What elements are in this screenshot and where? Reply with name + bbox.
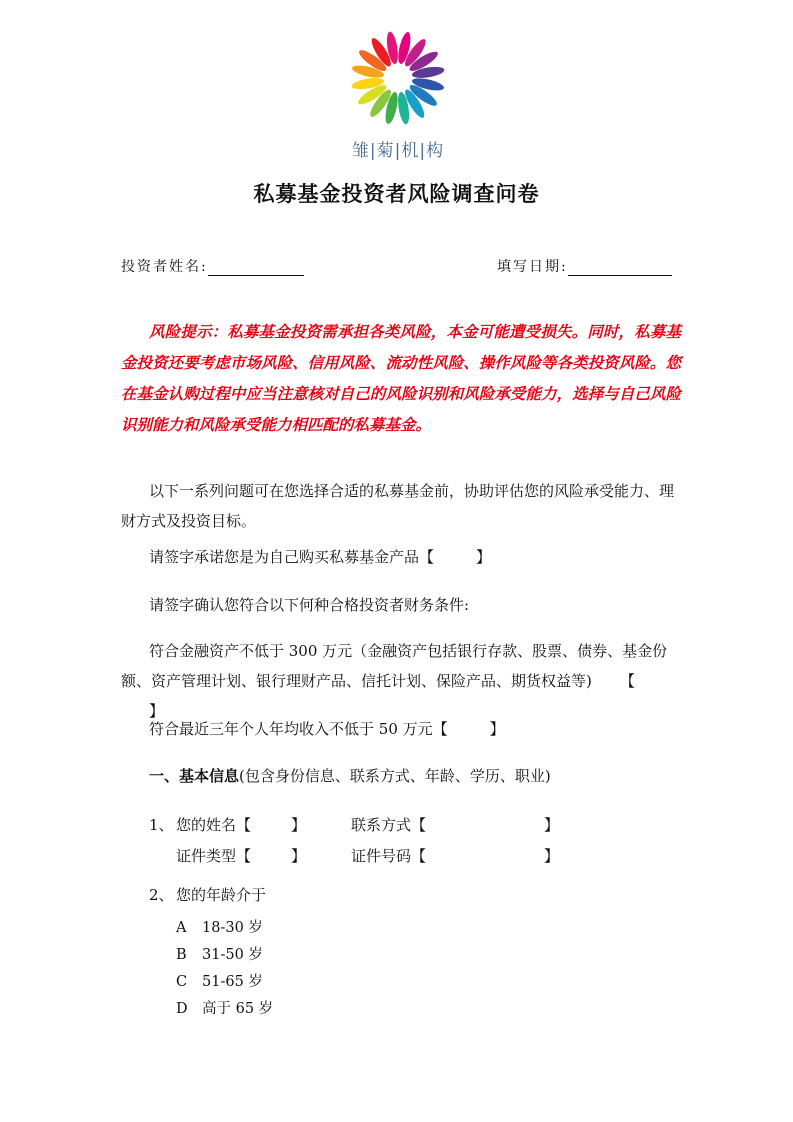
income-condition	[149, 714, 505, 744]
bracket-open: 【	[419, 548, 435, 566]
asset-condition	[121, 636, 681, 726]
option-text: 高于 65 岁	[202, 1001, 274, 1017]
bracket-open: 【	[236, 816, 252, 834]
bracket-open: 【	[432, 720, 448, 738]
option-letter: D	[176, 1001, 188, 1017]
option-letter: C	[176, 974, 188, 990]
section-number: 一、	[149, 767, 180, 785]
bracket-close: 】	[291, 816, 307, 834]
q1-id-number	[351, 845, 559, 866]
daisy-logo-icon	[348, 28, 448, 128]
bracket-close: 】	[544, 816, 560, 834]
option-text: 51-65 岁	[202, 974, 263, 990]
investor-name-label: 投资者姓名:	[121, 259, 208, 275]
q2-number: 2、	[149, 886, 174, 904]
page-title: 私募基金投资者风险调查问卷	[253, 181, 540, 206]
bracket-open: 【	[411, 847, 427, 865]
contact-label: 联系方式	[351, 816, 412, 834]
id-number-label: 证件号码	[351, 847, 412, 865]
q1-name	[176, 814, 306, 835]
name-label: 您的姓名	[176, 816, 237, 834]
option-letter: B	[176, 947, 187, 963]
option-b[interactable]	[176, 943, 263, 964]
asset-condition-text: 符合金融资产不低于 300 万元（金融资产包括银行存款、股票、债券、基金份额、资产管理计划、银行理财产品、信托计划、保险产品、期货权益等)	[121, 642, 668, 690]
option-d[interactable]	[176, 997, 273, 1018]
brand-name: 雏|菊|机|构	[351, 141, 445, 161]
bracket-close: 】	[149, 702, 165, 720]
option-text: 18-30 岁	[202, 920, 263, 936]
income-condition-text: 符合最近三年个人年均收入不低于 50 万元	[149, 720, 433, 738]
option-c[interactable]	[176, 970, 263, 991]
bracket-close: 】	[489, 720, 505, 738]
q1-id-type	[176, 845, 306, 866]
option-letter: A	[176, 920, 187, 936]
risk-warning: 风险提示：私募基金投资需承担各类风险，本金可能遭受损失。同时，私募基金投资还要考虑市场风险、信用风险、流动性风险、操作风险等各类投资风险。您在基金认购过程中应当注意核对自己的风险识别和风险承受能力，选择与自己风险识别能力和风险承受能力相匹配的私募基金。	[121, 322, 681, 434]
option-text: 31-50 岁	[202, 947, 263, 963]
intro-paragraph: 以下一系列问题可在您选择合适的私募基金前，协助评估您的风险承受能力、理财方式及投资目标。	[121, 482, 675, 530]
sign-commit-line	[149, 542, 491, 572]
q1-contact	[351, 814, 559, 835]
section-heading	[149, 761, 551, 791]
fill-date-line[interactable]	[568, 261, 672, 276]
q1-number: 1、	[149, 816, 174, 834]
sign-confirm-text: 请签字确认您符合以下何种合格投资者财务条件:	[149, 596, 470, 614]
id-type-label: 证件类型	[176, 847, 237, 865]
bracket-open: 【	[411, 816, 427, 834]
bracket-open: 【	[236, 847, 252, 865]
option-a[interactable]	[176, 916, 263, 937]
bracket-close: 】	[544, 847, 560, 865]
investor-name-line[interactable]	[208, 261, 304, 276]
q2-question: 您的年龄介于	[176, 886, 267, 904]
sign-commit-text: 请签字承诺您是为自己购买私募基金产品	[149, 548, 420, 566]
section-title: 基本信息	[179, 767, 240, 785]
bracket-close: 】	[291, 847, 307, 865]
bracket-open: 【	[619, 672, 635, 690]
fill-date-label: 填写日期:	[497, 259, 568, 275]
investor-name-field[interactable]	[121, 256, 304, 276]
bracket-close: 】	[476, 548, 492, 566]
section-subtitle: (包含身份信息、联系方式、年龄、学历、职业)	[239, 767, 551, 785]
fill-date-field[interactable]	[497, 256, 672, 276]
